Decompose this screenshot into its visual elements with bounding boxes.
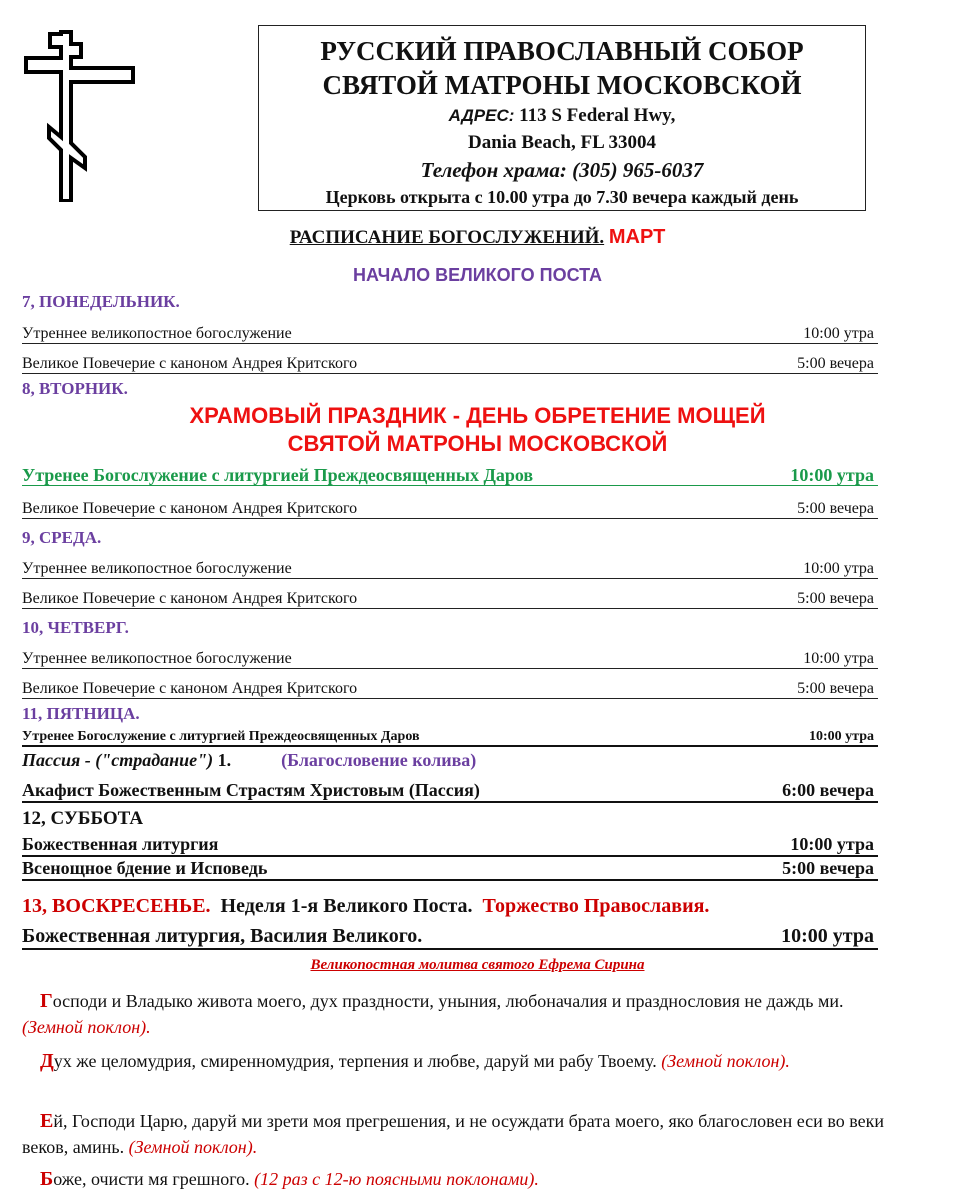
service-time: 5:00 вечера (797, 355, 874, 372)
service-name: Всенощное бдение и Исповедь (22, 858, 268, 878)
prayer-text: оже, очисти мя грешного. (53, 1169, 255, 1189)
service-name: Утренее Богослужение с литургией Преждеосвященных Даров (22, 465, 534, 485)
service-row (22, 649, 878, 669)
prayer-title: Великопостная молитва святого Ефрема Сирина (310, 957, 645, 973)
initial-letter: Г (40, 990, 53, 1012)
service-name: Утренее Богослужение с литургией Преждеосвященных Даров (22, 729, 420, 744)
rubric-note: (Земной поклон). (128, 1137, 258, 1157)
koliva-note: (Благословение колива) (281, 750, 477, 770)
prayer-paragraph (22, 1108, 884, 1160)
schedule-title: РАСПИСАНИЕ БОГОСЛУЖЕНИЙ. (289, 227, 605, 248)
feast-heading-line2: СВЯТОЙ МАТРОНЫ МОСКОВСКОЙ (287, 431, 668, 456)
service-time: 10:00 утра (803, 560, 874, 577)
initial-letter: Д (40, 1050, 54, 1072)
day-heading: 8, ВТОРНИК. (22, 379, 128, 398)
day-heading: 10, ЧЕТВЕРГ. (22, 618, 129, 637)
service-name: Утреннее великопостное богослужение (22, 325, 292, 342)
prayer-paragraph (22, 988, 884, 1040)
phone: Телефон храма: (305) 965-6037 (420, 158, 704, 182)
rubric-note: (Земной поклон). (22, 1017, 151, 1037)
passia-line (22, 750, 476, 771)
prayer-text: й, Господи Царю, даруй ми зрети моя прегрешения, и не осуждати брата моего, яко благословен еси во веки веков, аминь. (22, 1111, 884, 1157)
sunday-heading (22, 895, 709, 918)
service-row (22, 728, 878, 747)
service-time: 10:00 утра (803, 650, 874, 667)
church-info-box (258, 25, 866, 211)
service-row (22, 559, 878, 579)
service-name: Акафист Божественным Страстям Христовым (Пассия) (22, 780, 480, 800)
lent-start-heading: НАЧАЛО ВЕЛИКОГО ПОСТА (352, 265, 602, 285)
day-heading: 11, ПЯТНИЦА. (22, 704, 140, 723)
service-name: Великое Повечерие с каноном Андрея Критского (22, 355, 358, 372)
service-name: Великое Повечерие с каноном Андрея Критского (22, 500, 358, 517)
day-heading: 13, ВОСКРЕСЕНЬЕ. (22, 895, 211, 917)
service-name: Божественная литургия, Василия Великого. (22, 925, 423, 947)
service-row (22, 858, 878, 881)
prayer-text: осподи и Владыко живота моего, дух праздности, уныния, любоначалия и празднословия не даждь ми. (52, 991, 844, 1011)
service-row (22, 354, 878, 374)
service-row (22, 324, 878, 344)
church-name-line2: СВЯТОЙ МАТРОНЫ МОСКОВСКОЙ (322, 70, 802, 100)
service-row (22, 589, 878, 609)
service-time: 5:00 вечера (797, 680, 874, 697)
prayer-paragraph (22, 1166, 884, 1192)
day-heading: 7, ПОНЕДЕЛЬНИК. (22, 292, 180, 311)
rubric-note: (12 раз с 12-ю поясными поклонами). (254, 1169, 539, 1189)
service-row (22, 466, 878, 486)
address-line1: 113 S Federal Hwy, (519, 105, 676, 126)
initial-letter: Б (40, 1168, 54, 1190)
service-time: 10:00 утра (809, 729, 874, 744)
address-line2: Dania Beach, FL 33004 (468, 132, 656, 153)
service-time: 5:00 вечера (782, 858, 874, 878)
service-time: 10:00 утра (781, 925, 874, 947)
orthodox-cross-icon (22, 30, 137, 202)
passia-label: Пассия - ("страдание") (22, 750, 214, 770)
service-name: Великое Повечерие с каноном Андрея Критского (22, 590, 358, 607)
feast-heading-line1: ХРАМОВЫЙ ПРАЗДНИК - ДЕНЬ ОБРЕТЕНИЕ МОЩЕЙ (189, 403, 766, 428)
week-name: Неделя 1-я Великого Поста. (220, 895, 473, 917)
service-name: Утреннее великопостное богослужение (22, 560, 292, 577)
day-heading: 9, СРЕДА. (22, 528, 102, 547)
service-time: 10:00 утра (790, 465, 874, 485)
month: МАРТ (608, 226, 666, 248)
service-time: 10:00 утра (803, 325, 874, 342)
initial-letter: Е (40, 1110, 54, 1132)
service-time: 10:00 утра (790, 834, 874, 854)
service-row (22, 679, 878, 699)
service-row (22, 499, 878, 519)
service-name: Утреннее великопостное богослужение (22, 650, 292, 667)
rubric-note: (Земной поклон). (661, 1051, 790, 1071)
day-heading: 12, СУББОТА (22, 808, 144, 829)
prayer-text: ух же целомудрия, смиренномудрия, терпения и любве, даруй ми рабу Твоему. (53, 1051, 662, 1071)
service-row (22, 925, 878, 950)
service-time: 5:00 вечера (797, 590, 874, 607)
service-name: Божественная литургия (22, 834, 219, 854)
service-time: 5:00 вечера (797, 500, 874, 517)
address-label: АДРЕС: (448, 106, 515, 125)
feast-name: Торжество Православия. (482, 895, 710, 917)
service-time: 6:00 вечера (782, 780, 874, 800)
service-name: Великое Повечерие с каноном Андрея Критского (22, 680, 358, 697)
passia-number: 1. (213, 750, 232, 770)
prayer-paragraph (22, 1048, 884, 1074)
service-row (22, 780, 878, 803)
opening-hours: Церковь открыта с 10.00 утра до 7.30 вечера каждый день (325, 187, 799, 207)
service-row (22, 834, 878, 857)
church-name-line1: РУССКИЙ ПРАВОСЛАВНЫЙ СОБОР (320, 36, 804, 66)
